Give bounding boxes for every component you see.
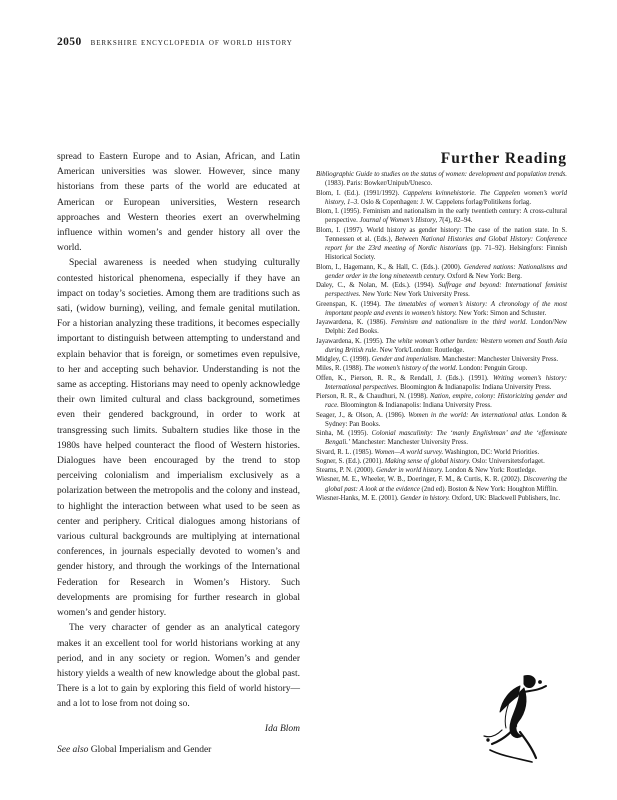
reference-title: Nation, empire, colony: Historicizing gender and race.	[325, 393, 567, 410]
reference-text: Blom, I. (1997). World history as gender history: The case of the nation state. In S. Tønnessen et al. (Eds.),	[316, 226, 567, 243]
reference-text: Blom, I. (Ed.). (1991/1992).	[316, 189, 404, 197]
see-also-label: See also	[57, 744, 89, 755]
reference-title: Gender in history.	[400, 494, 450, 502]
reference-text: New York: New York University Press.	[360, 291, 470, 299]
article-body	[57, 150, 300, 758]
reference-text: (1983). Paris: Bowker/Unipub/Unesco.	[325, 180, 433, 188]
reference-entry	[316, 448, 567, 457]
reference-title: Making sense of global history.	[384, 457, 471, 465]
reference-entry	[316, 494, 567, 503]
reference-entry	[316, 457, 567, 466]
reference-text: Oxford, UK: Blackwell Publishers, Inc.	[449, 494, 561, 502]
reference-text: Bloomington & Indianapolis: Indiana University Press.	[338, 402, 492, 410]
reference-text: Manchester: Manchester University Press.	[350, 439, 468, 447]
reference-title: Gendered nations: Nationalisms and gender order in the long nineteenth century.	[325, 263, 567, 280]
book-title: berkshire encyclopedia of world history	[90, 37, 293, 48]
reference-entry	[316, 466, 567, 475]
reference-entry	[316, 226, 567, 263]
reference-text: Wiesner-Hanks, M. E. (2001).	[316, 494, 401, 502]
reference-title: The white woman’s other burden: Western women and South Asia during British rule.	[325, 337, 567, 354]
see-also-link[interactable]: Global Imperialism and Gender	[90, 744, 212, 755]
reference-title: Women—A world survey.	[374, 448, 444, 456]
reference-title: Between National Histories and Global History: Conference report for the 23rd meeting of Nordic historians	[325, 235, 567, 252]
reference-text: London & New York: Routledge.	[443, 467, 537, 474]
reference-text: Jayawardena, K. (1995).	[316, 337, 386, 345]
reference-entry	[316, 364, 567, 373]
dancing-figure-icon	[480, 670, 552, 770]
reference-text: (2nd ed). Boston & New York: Houghton Mifflin.	[419, 485, 558, 493]
reference-title: Journal of Women’s History, 7	[359, 217, 443, 225]
reference-text: Sivard, R. L. (1985).	[316, 448, 375, 456]
page-number: 2050	[57, 36, 82, 48]
reference-text: (4), 82–94.	[442, 217, 473, 225]
reference-title: Bibliographic Guide to studies on the status of women: development and population trends.	[316, 171, 567, 178]
reference-text: Midgley, C. (1998).	[316, 356, 372, 363]
further-reading-heading: Further Reading	[440, 150, 567, 167]
reference-title: The timetables of women’s history: A chronology of the most important people and events in women’s history.	[325, 300, 568, 317]
reference-text: London/New Delphi: Zed Books.	[325, 319, 567, 336]
reference-title: Gender and imperialism.	[371, 356, 441, 363]
reference-text: Sinha, M. (1995).	[316, 430, 372, 437]
reference-text: Jayawardena, K. (1986).	[316, 319, 391, 326]
reference-text: Offen, K., Pierson, R. R., & Rendall, J. (Eds.). (1991).	[316, 374, 493, 382]
reference-text: Pierson, R. R., & Chaudhuri, N. (1998).	[316, 393, 430, 400]
further-reading	[316, 150, 567, 503]
reference-text: Seager, J., & Olson, A. (1986).	[316, 411, 409, 419]
reference-text: Bloomington & Indianapolis: Indiana University Press.	[398, 383, 552, 391]
reference-text: (pp. 71–92). Helsingfors: Finnish Historical Society.	[325, 245, 568, 262]
reference-entry	[316, 189, 567, 208]
reference-title: Writing women’s history: International perspectives.	[325, 374, 567, 391]
reference-text: London & Sydney: Pan Books.	[325, 411, 567, 428]
reference-entry	[316, 429, 567, 448]
reference-text: Miles, R. (1988).	[316, 365, 365, 373]
reference-text: Stearns, P. N. (2000).	[316, 467, 377, 474]
reference-text: Oslo: Universitetsforlaget.	[470, 457, 545, 465]
reference-entry	[316, 411, 567, 430]
reference-entry	[316, 392, 567, 411]
reference-text: Oslo & Copenhagen: J. W. Cappelens forlag/Politikens forlag.	[359, 198, 532, 206]
reference-list	[316, 170, 567, 503]
reference-text: Wiesner, M. E., Wheeler, W. B., Doeringer, F. M., & Curtis, K. R. (2002).	[316, 476, 524, 484]
reference-entry	[316, 337, 567, 356]
reference-title: Gender in world history.	[376, 467, 444, 474]
reference-text: Blom, I. (1995). Feminism and nationalism in the early twentieth century: A cross-cultural perspective.	[316, 208, 567, 225]
reference-title: Feminism and nationalism in the third world.	[390, 319, 528, 326]
reference-entry	[316, 355, 567, 364]
reference-title: Women in the world: An international atlas.	[408, 411, 535, 419]
article-paragraph: Special awareness is needed when studying culturally contested historical phenomena, especially if they have an impact on today’s societies. Among them are traditions such as sati, (widow burning), veiling, and female genital mutilation. For a historian analyzing these traditions, it becomes especially important to distinguish between attempting to understand and explain behavior that is foreign, or sometimes even repulsive, to her and accepting such behavior. Understanding is not the same as accepting. Historians may need to openly acknowledge their own limited cultural and class background, sometimes even their gendered background, in order to work at transgressing such limits. Subaltern studies like those in the 1980s have helped counteract the flood of Western histories. Dialogues have been encouraged by the trend to stop perceiving colonialism and imperialism exclusively as a polarization between the metropolis and the colony and instead, to highlight the interaction between what used to be seen as center and periphery. Critical dialogues among historians of various cultural backgrounds are multiplying at international conferences, in journals especially devoted to women’s and gender history, and through the workings of the International Federation for Research in Women’s History. Such developments are promising for further research in global women’s and gender history.	[57, 258, 300, 619]
reference-text: Washington, DC: World Priorities.	[443, 448, 540, 456]
reference-entry	[316, 475, 567, 494]
reference-title: Colonial masculinity: The ‘manly Englishman’ and the ‘effeminate Bengali.’	[325, 430, 568, 447]
reference-entry	[316, 300, 567, 319]
running-head	[57, 36, 293, 48]
reference-entry	[316, 170, 567, 189]
reference-text: Manchester: Manchester University Press.	[440, 356, 559, 363]
reference-text: New York: Simon and Schuster.	[457, 309, 547, 317]
reference-title: Suffrage and beyond: International feminist perspectives.	[325, 282, 567, 299]
see-also	[57, 743, 300, 758]
reference-title: The women’s history of the world.	[364, 365, 458, 373]
reference-entry	[316, 318, 567, 337]
reference-entry	[316, 281, 567, 300]
reference-title: Discovering the global past: A look at the evidence	[325, 476, 567, 493]
reference-text: Greenspan, K. (1994).	[316, 300, 385, 308]
reference-text: London: Penguin Group.	[457, 365, 528, 373]
reference-text: Daley, C., & Nolan, M. (Eds.). (1994).	[316, 282, 439, 289]
reference-text: Blom, I., Hagemann, K., & Hall, C. (Eds.). (2000).	[316, 263, 464, 271]
reference-text: New York/London: Routledge.	[378, 346, 465, 354]
reference-entry	[316, 374, 567, 393]
reference-title: Cappelens kvinnehistorie. The Cappelen women’s world history, 1–3.	[325, 189, 568, 206]
reference-entry	[316, 207, 567, 226]
reference-text: Sogner, S. (Ed.). (2001).	[316, 457, 385, 465]
reference-text: Oxford & New York: Berg.	[445, 272, 522, 280]
article-author: Ida Blom	[264, 723, 300, 734]
article-paragraph: The very character of gender as an analytical category makes it an excellent tool for world historians working at any period, and in any society or region. Women’s and gender history yields a wealth of new knowledge about the global past. There is a lot to gain by exploring this field of world history—and a lot to lose from not doing so.	[57, 623, 300, 710]
reference-entry	[316, 263, 567, 282]
article-paragraph: spread to Eastern Europe and to Asian, African, and Latin American universities was slower. However, since many historians from these parts of the world are educated at American or European universities, Western research approaches and Western theories exert an overwhelming influence within women’s and gender history all over the world.	[57, 152, 300, 254]
